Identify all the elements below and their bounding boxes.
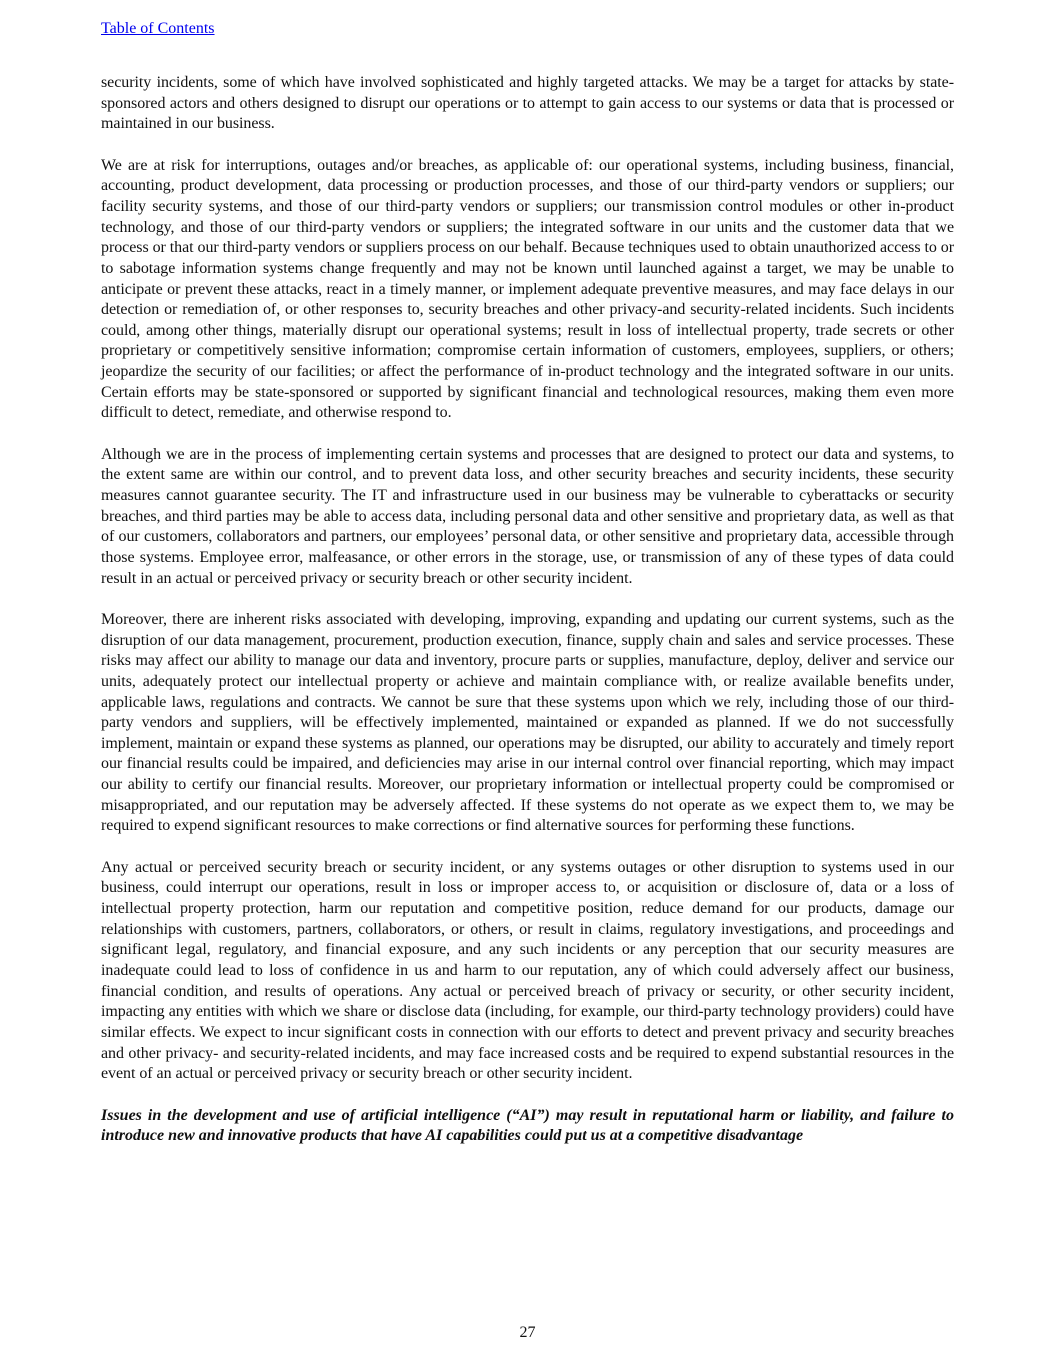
paragraph-interruptions-outages-breaches: We are at risk for interruptions, outages and/or breaches, as applicable of: our operational systems, including business, financial, accounting, product development, data processing or production processes, and those of our third-party vendors or suppliers; our facility security systems, and those of our third-party vendors or suppliers; our transmission control modules or other in-product technology, and those of our third-party vendors or suppliers; the integrated software in our units and the customer data that we process or that our third-party vendors or suppliers process on our behalf. Because techniques used to obtain unauthorized access to or to sabotage information systems change frequently and may not be known until launched against a target, we may be unable to anticipate or prevent these attacks, react in a timely manner, or implement adequate preventive measures, and may face delays in our detection or remediation of, or other responses to, security breaches and other privacy-and security-related incidents. Such incidents could, among other things, materially disrupt our operational systems; result in loss of intellectual property, trade secrets or other proprietary or competitively sensitive information; compromise certain information of customers, employees, suppliers, or others; jeopardize the security of our facilities; or affect the performance of in-product technology and the integrated software in our units. Certain efforts may be state-sponsored or supported by significant financial and technological resources, making them even more difficult to detect, remediate, and otherwise respond to.	[101, 156, 955, 422]
paragraph-security-incidents-continued: security incidents, some of which have involved sophisticated and highly targeted attacks. We may be a target for attacks by state-sponsored actors and others designed to disrupt our operations or to attempt to gain access to our systems or data that is processed or maintained in our business.	[101, 74, 954, 133]
table-of-contents-link[interactable]: Table of Contents	[101, 20, 215, 37]
document-body	[101, 73, 954, 1147]
paragraph-inherent-system-risks: Moreover, there are inherent risks associated with developing, improving, expanding and updating our current systems, such as the disruption of our data management, procurement, production execution, finance, supply chain and sales and service processes. These risks may affect our ability to manage our data and inventory, procure parts or supplies, manufacture, deploy, deliver and service our units, adequately protect our intellectual property or achieve and maintain compliance with, or realize available benefits under, applicable laws, regulations and contracts. We cannot be sure that these systems upon which we rely, including those of our third-party vendors and suppliers, will be effectively implemented, maintained or expanded as planned. If we do not successfully implement, maintain or expand these systems as planned, our operations may be disrupted, our ability to accurately and timely report our financial results could be impaired, and deficiencies may arise in our internal control over financial reporting, which may impact our ability to certify our financial results. Moreover, our proprietary information or intellectual property could be compromised or misappropriated, and our reputation may be adversely affected. If these systems do not operate as we expect them to, we may be required to expend significant resources to make corrections or find alternative sources for performing these functions.	[101, 610, 954, 835]
paragraph-breach-consequences: Any actual or perceived security breach or security incident, or any systems outages or other disruption to systems used in our business, could interrupt our operations, result in loss or improper access to, or acquisition or disclosure of, data or a loss of intellectual property protection, harm our reputation and competitive position, reduce demand for our products, damage our relationships with customers, partners, collaborators, or others, or result in claims, regulatory investigations, and proceedings and significant legal, regulatory, and financial exposure, and any such incidents or any perception that our security measures are inadequate could lead to loss of confidence in us and harm to our reputation, any of which could adversely affect our business, financial condition, and results of operations. Any actual or perceived breach of privacy or security, or other security incident, impacting any entities with which we share or disclose data (including, for example, our third-party technology providers) could have similar effects. We expect to incur significant costs in connection with our efforts to detect and prevent privacy and security breaches and other privacy- and security-related incidents, and may face increased costs and be required to expend substantial resources in the event of an actual or perceived privacy or security breach or other security incident.	[101, 858, 954, 1083]
document-page	[101, 19, 954, 1147]
paragraph-security-measures: Although we are in the process of implementing certain systems and processes that are designed to protect our data and systems, to the extent same are within our control, and to prevent data loss, and other security breaches and security incidents, these security measures cannot guarantee security. The IT and infrastructure used in our business may be vulnerable to cyberattacks or security breaches, and third parties may be able to access data, including personal data and other sensitive and proprietary data, as well as that of our customers, collaborators and partners, our employees’ personal data, or other sensitive and proprietary data, accessible through those systems. Employee error, malfeasance, or other errors in the storage, use, or transmission of any of these types of data could result in an actual or perceived privacy or security breach or other security incident.	[101, 445, 954, 587]
page-number: 27	[519, 1324, 536, 1341]
section-heading-ai-risk: Issues in the development and use of artificial intelligence (“AI”) may result in reputational harm or liability, and failure to introduce new and innovative products that have AI capabilities could put us at a competitive disadvantage	[101, 1106, 954, 1145]
